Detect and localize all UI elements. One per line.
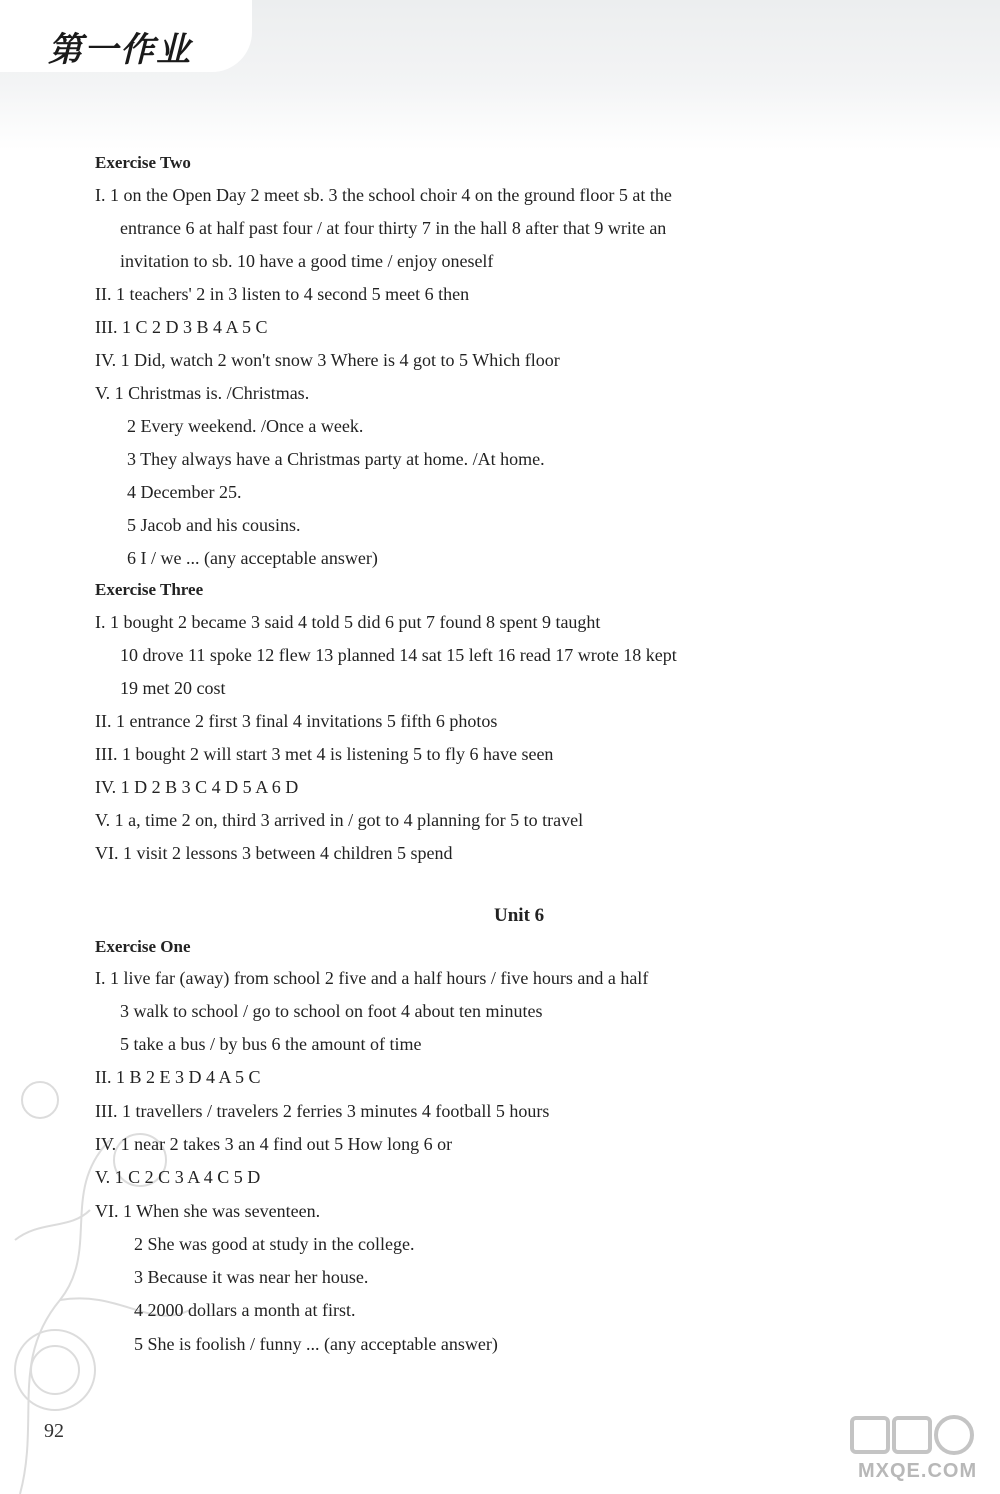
answer-line: 5 take a bus / by bus 6 the amount of time [120,1034,422,1054]
answer-line: 3 They always have a Christmas party at home. /At home. [127,449,545,469]
answer-line: V. 1 C 2 C 3 A 4 C 5 D [95,1167,261,1187]
answer-line: 2 Every weekend. /Once a week. [127,416,364,436]
answer-line: I. 1 on the Open Day 2 meet sb. 3 the school choir 4 on the ground floor 5 at the [95,185,672,205]
answer-line: 3 Because it was near her house. [134,1267,369,1287]
watermark-text: MXQE.COM [858,1460,978,1482]
answer-line: IV. 1 D 2 B 3 C 4 D 5 A 6 D [95,777,299,797]
answer-line: III. 1 C 2 D 3 B 4 A 5 C [95,317,268,337]
answer-line: V. 1 Christmas is. /Christmas. [95,383,310,403]
answer-line: III. 1 bought 2 will start 3 met 4 is listening 5 to fly 6 have seen [95,744,554,764]
answer-line: IV. 1 near 2 takes 3 an 4 find out 5 How long 6 or [95,1134,453,1154]
answer-line: 10 drove 11 spoke 12 flew 13 planned 14 sat 15 left 16 read 17 wrote 18 kept [120,645,677,665]
answer-line: II. 1 B 2 E 3 D 4 A 5 C [95,1067,261,1087]
page-number: 92 [44,1420,64,1442]
answer-line: 6 I / we ... (any acceptable answer) [127,548,378,568]
answer-line: 19 met 20 cost [120,678,226,698]
answer-line: entrance 6 at half past four / at four thirty 7 in the hall 8 after that 9 write an [120,218,667,238]
answer-line: I. 1 live far (away) from school 2 five and a half hours / five hours and a half [95,968,649,988]
unit-heading: Unit 6 [494,905,545,926]
answer-line: 4 December 25. [127,482,242,502]
answer-line: 4 2000 dollars a month at first. [134,1300,356,1320]
exercise-heading: Exercise Two [95,153,191,172]
answer-line: II. 1 entrance 2 first 3 final 4 invitations 5 fifth 6 photos [95,711,498,731]
answer-line: invitation to sb. 10 have a good time / enjoy oneself [120,251,494,271]
exercise-heading: Exercise Three [95,580,204,599]
answer-line: 2 She was good at study in the college. [134,1234,415,1254]
answer-line: 5 Jacob and his cousins. [127,515,301,535]
answer-line: III. 1 travellers / travelers 2 ferries 3 minutes 4 football 5 hours [95,1101,550,1121]
answer-line: VI. 1 visit 2 lessons 3 between 4 children 5 spend [95,843,453,863]
answer-line: 5 She is foolish / funny ... (any acceptable answer) [134,1334,498,1354]
page-header-title: 第一作业 [48,30,192,70]
answer-line: I. 1 bought 2 became 3 said 4 told 5 did 6 put 7 found 8 spent 9 taught [95,612,601,632]
answer-line: IV. 1 Did, watch 2 won't snow 3 Where is 4 got to 5 Which floor [95,350,560,370]
answer-line: 3 walk to school / go to school on foot 4 about ten minutes [120,1001,543,1021]
answer-line: VI. 1 When she was seventeen. [95,1201,321,1221]
answer-line: V. 1 a, time 2 on, third 3 arrived in / got to 4 planning for 5 to travel [95,810,584,830]
answer-line: II. 1 teachers' 2 in 3 listen to 4 second 5 meet 6 then [95,284,470,304]
header-tab [0,0,252,72]
exercise-heading: Exercise One [95,937,191,956]
